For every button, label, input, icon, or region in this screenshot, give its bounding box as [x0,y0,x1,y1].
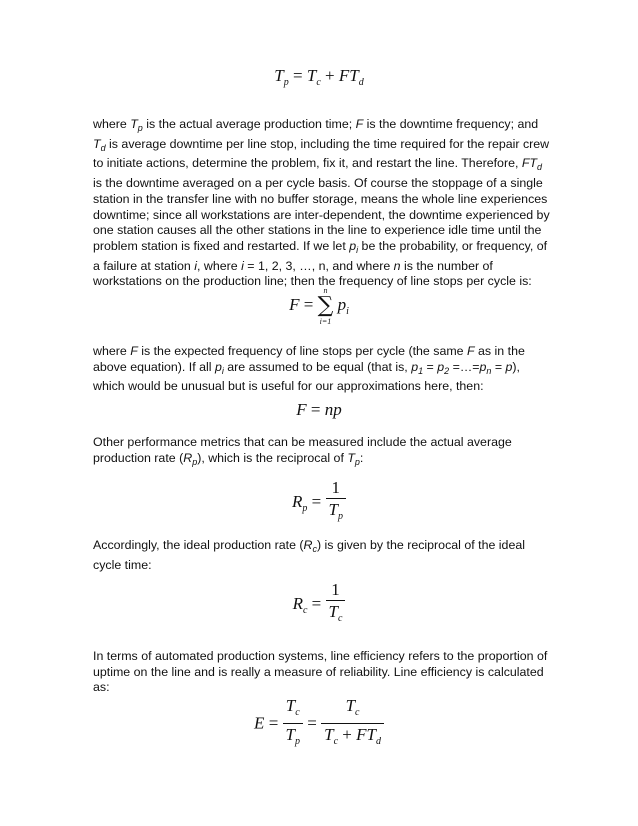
paragraph-ideal-rate: Accordingly, the ideal production rate $(R_c)$ is given by the reciprocal of the ideal cycle time: [93,538,525,572]
eq-symbol: F [296,400,307,419]
fraction: $\frac{1}{T_c}$ [326,580,346,630]
fraction: $\frac{1}{T_p}$ [326,478,346,528]
eq-symbol: F [338,66,350,85]
eq-symbol: T [349,66,359,85]
fraction: $\frac{T_c}{T_p}$ [283,696,303,753]
eq-symbol: R [292,491,303,511]
equation-ideal-rate: $R_c$ = $\frac{1}{T_c}$ [0,580,638,630]
eq-symbol: np [324,400,342,419]
eq-subscript: p [283,77,289,88]
eq-subscript: c [316,77,321,88]
eq-symbol: p [337,294,347,314]
equation-line-efficiency: E = $\frac{T_c}{T_p}$ = $\frac{T_c}{T_c + FT_d}$ [0,696,638,753]
equation-cycle-time: $T_p = T_c + FT_d$ [274,66,364,88]
eq-subscript: i [346,305,349,317]
eq-symbol: T [306,66,317,85]
eq-symbol: R [292,593,303,613]
eq-symbol: E [254,713,265,733]
eq-subscript: c [302,604,308,616]
eq-symbol: T [274,66,284,85]
fraction: $\frac{T_c}{T_c + FT_d}$ [321,696,384,753]
paragraph-downtime-definition: where $T_p$ is the actual average production time; F is the downtime frequency; and $T_d$ is average downtime per line stop, including the time required for the repair crew to initiate actions, determine the problem, fix it, and restart the line. Therefore, $FT_d$ is the downtime averaged on a per cycle basis. Of course the stoppage of a single station in the transfer line with no buffer storage, means the whole line experiences downtime; since all workstations are inter-dependent, the downtime experienced by one station causes all the other stations in the line to experience idle time until the problem station is fixed and restarted. If we let $p_i$ be the probability, or frequency, of a failure at station i, where i = 1, 2, 3, …, n, and where n is the number of workstations on the production line; then the frequency of line stops per cycle is: [93,117,550,289]
paragraph-line-efficiency: In terms of automated production systems, line efficiency refers to the proportion of uptime on the line and is really a measure of reliability. Line efficiency is calculated as: [93,649,548,695]
eq-subscript: p [302,502,308,514]
equation-frequency-sum: F = n ∑ i=1 $p_i$ [289,286,349,326]
paragraph-production-rate: Other performance metrics that can be measured include the actual average production rate $(R_p)$, which is the reciprocal of $T_p$: [93,435,512,467]
eq-subscript: d [358,77,364,88]
equation-actual-rate: $R_p$ = $\frac{1}{T_p}$ [0,478,638,528]
equation-f-np: F = np [296,400,342,419]
summation-sign: n ∑ i=1 [317,286,334,326]
eq-symbol: F [289,294,300,314]
paragraph-expected-frequency: where F is the expected frequency of line stops per cycle (the same F as in the above equation). If all $p_i$ are assumed to be equal (that is, $p_1 = p_2$ $=\dots=p_n = p$), which would be unusual but is useful for our approximations here, then: [93,344,525,394]
